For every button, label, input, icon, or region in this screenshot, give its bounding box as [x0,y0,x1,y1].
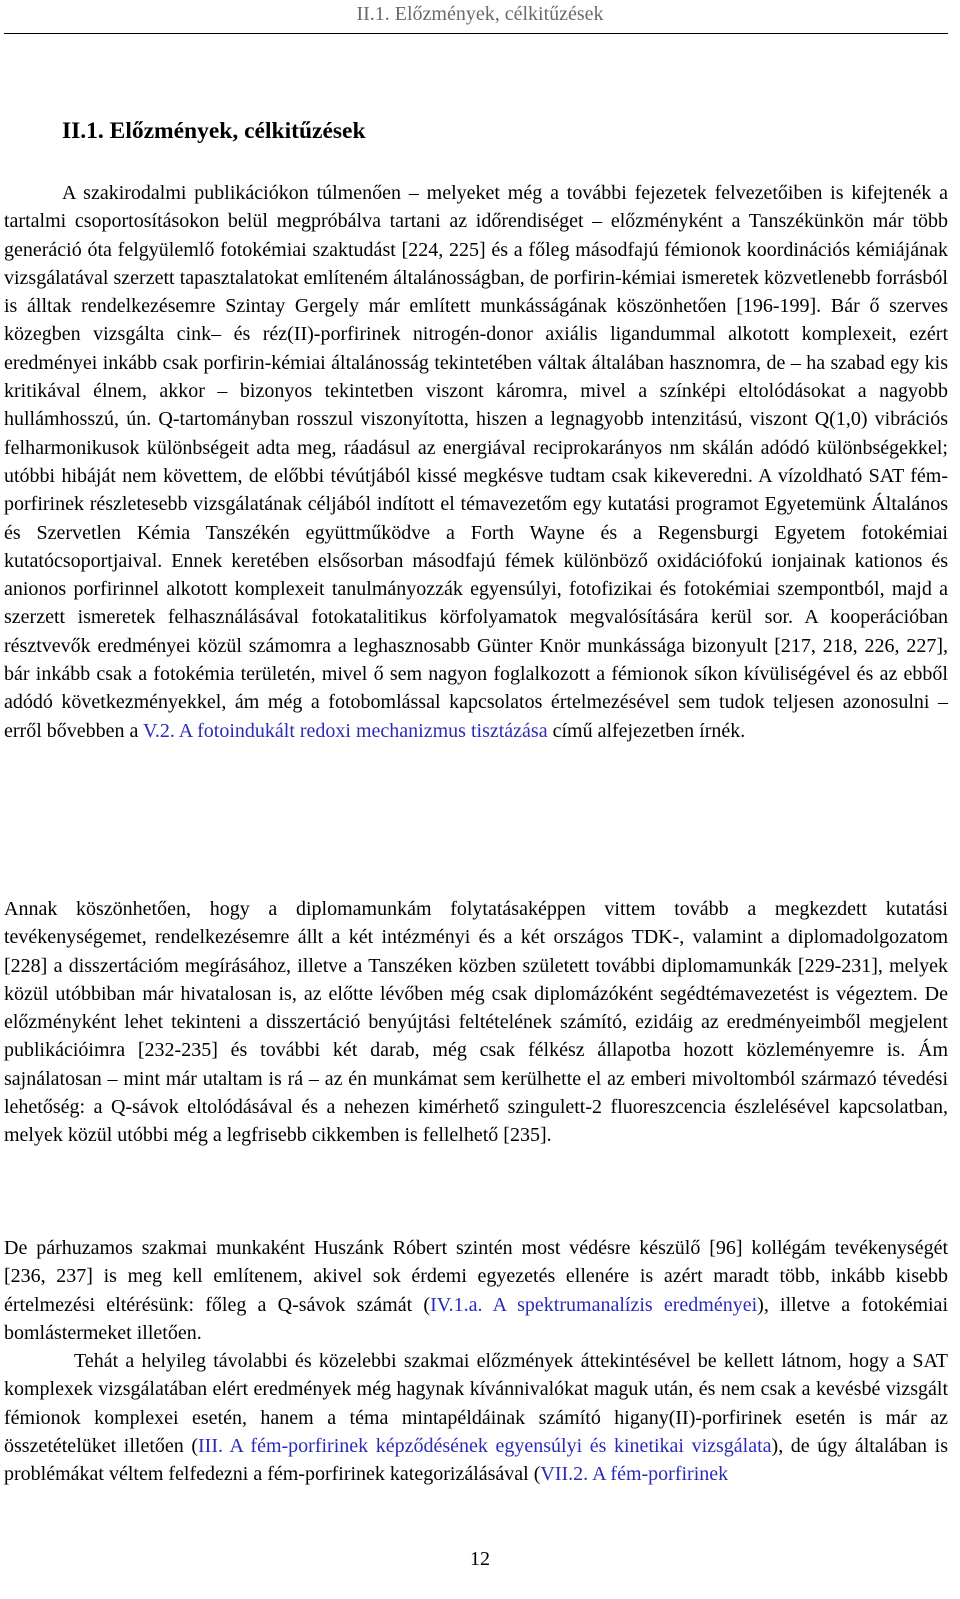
paragraph-2-text: Annak köszönhetően, hogy a diplomamunkám folytatásaképpen vittem tovább a megkezdett kutatási tevékenységemet, rendelkezésemre állt a két intézményi és a két országos TDK-, valamint a diplomadolgozatom [228] a disszertációm megírásához, illetve a Tanszéken közben született további diplomamunkák [229-231], melyek közül utóbbiban már hivatalosan is, az előtte lévőben még csak diplomázóként segédtémavezetést is végeztem. De előzményként lehet tekinteni a disszertáció benyújtási feltételének számító, ezidáig az eredményeimből megjelent publikációimra [232-235] és további két darab, még csak félkész állapotba hozott közleményemre is. Ám sajnálatosan – mint már utaltam is rá – az én munkámat sem kerülhette el az emberi mivoltomból származó tévedési lehetőség: a Q-sávok eltolódásával és a nehezen kimérhető szingulett-2 fluoreszcencia észlelésével kapcsolatban, melyek közül utóbbi még a legfrisebb cikkemben is fellelhető [235]. [4,898,948,1147]
paragraph-3-text: De párhuzamos szakmai munkaként Huszánk Róbert szintén most védésre készülő [96] kollégám tevékenységét [236, 237] is meg kell említenem, akivel sok érdemi egyezetés ellenére is azért maradt több, inkább kisebb értelmezési eltérésünk: főleg a Q-sávok számát ( [4,1237,948,1316]
paragraph-2 [4,895,948,1150]
paragraph-3-tail: ), illetve a fotokémiai bomlástermeket illetően. [4,1293,948,1344]
paragraph-3 [4,1234,948,1347]
paragraph-4 [4,1347,948,1488]
paragraph-4-middle: ), de úgy általában is problémákat véltem felfedezni a fém-porfirinek kategorizálásával ( [4,1434,948,1486]
header-rule [4,33,948,34]
cross-reference-link[interactable]: III. A fém-porfirinek képződésének egyensúlyi és kinetikai vizsgálata [198,1434,772,1457]
paragraph-1-tail: című alfejezetben írnék. [552,719,746,742]
page-number: 12 [470,1548,490,1570]
paragraph-4-text: Tehát a helyileg távolabbi és közelebbi szakmai előzmények áttekintésével be kellett látnom, hogy a SAT komplexek vizsgálatában elért eredmények még hagynak kívánnivalókat maguk után, és nem csak a kevésbé vizsgált fémionok komplexei esetén, hanem a téma mintapéldáinak számító higany(II)-porfirinek esetén is már az összetételüket illetően ( [4,1350,948,1457]
cross-reference-link[interactable]: IV.1.a. A spektrumanalízis eredményei [430,1293,758,1316]
paragraph-1-text: A szakirodalmi publikációkon túlmenően – melyeket még a további fejezetek felvezetőiben is kifejtenék a tartalmi csoportosításokon belül megpróbálva tartani az időrendiséget – előzményként a Tanszékünkön már több generáció óta felgyülemlő fotokémiai szaktudást [224, 225] és a főleg másodfajú fémionok koordinációs kémiájának vizsgálatával szerzett tapasztalatokat említeném általánosságban, de porfirin-kémiai ismeretek közvetlenebb forrásból is álltak rendelkezésemre Szintay Gergely már említett munkásságának köszönhetően [196-199]. Bár ő szerves közegben vizsgálta cink– és réz(II)-porfirinek nitrogén-donor axiális ligandummal alkotott komplexeit, ezért eredményei inkább csak porfirin-kémiai általánosság tekintetében váltak általában hasznomra, de – ha szabad egy kis kritikával élnem, akkor – bizonyos tekintetben viszont káromra, mivel a színképi eltolódásokat a nagyobb hullámhosszú, ún. Q-tartományban rosszul viszonyította, hiszen a legnagyobb intenzitású, viszont Q(1,0) vibrációs felharmonikusok különbségeit adta meg, ráadásul az energiával reciprokarányos nm skálán adódó különbségekkel; utóbbi hibáját nem követtem, de előbbi tévútjából kissé megkésve tudtam csak kikeveredni. A vízoldható SAT fém-porfirinek részletesebb vizsgálatának céljából indított el témavezetőm egy kutatási programot Egyetemünk Általános és Szervetlen Kémia Tanszékén együttműködve a Forth Wayne és a Regensburgi Egyetem fotokémiai kutatócsoportjaival. Ennek keretében elsősorban másodfajú fémek különböző oxidációfokú ionjainak kationos és anionos porfirinnel alkotott komplexeit tanulmányozzák egyensúlyi, fotofizikai és fotokémiai szempontból, majd a szerzett ismeretek felhasználásával fotokatalitikus körfolyamatok megvalósítására kerül sor. A kooperációban résztvevők eredményei közül számomra a leghasznosabb Günter Knör munkássága bizonyult [217, 218, 226, 227], bár inkább csak a fotokémia területén, mivel ő sem nagyon foglalkozott a fémionok síkon kívüliségével és az ebből adódó következményekkel, ám még a fotobomlással kapcsolatos értelmezésével sem tudok teljesen azonosulni – erről bővebben a [4,182,948,742]
cross-reference-link[interactable]: VII.2. A fém-porfirinek [540,1463,729,1486]
section-title: II.1. Előzmények, célkitűzések [62,118,366,144]
paragraph-1 [4,179,948,745]
running-header: II.1. Előzmények, célkitűzések [356,3,604,25]
cross-reference-link[interactable]: V.2. A fotoindukált redoxi mechanizmus tisztázása [143,719,548,742]
